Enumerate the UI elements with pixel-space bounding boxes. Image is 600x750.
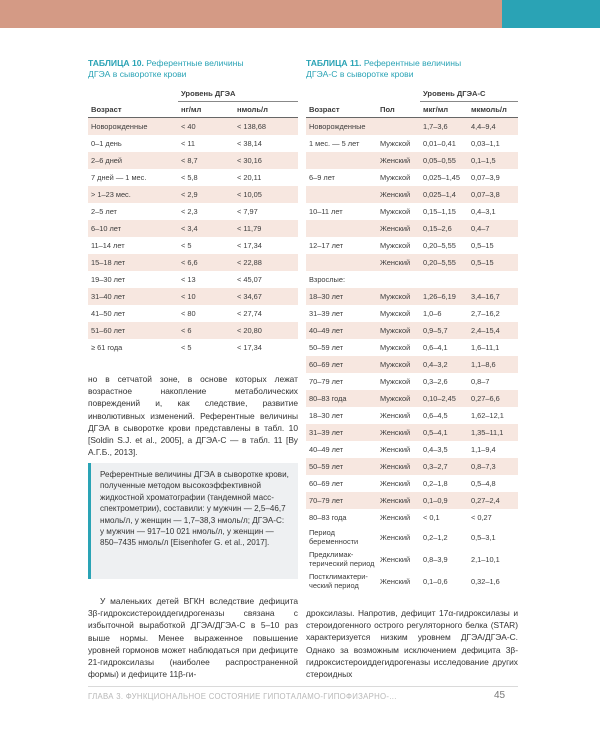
table10-cell: < 138,68 — [234, 118, 298, 136]
table11-cell: Женский — [380, 445, 411, 454]
table11-cell: 1,6–11,1 — [471, 343, 500, 352]
table11-row — [306, 186, 518, 203]
table11-cell: Женский — [377, 458, 420, 475]
table11-cell: 12–17 лет — [309, 241, 344, 250]
table10-cell: 15–18 лет — [88, 254, 178, 271]
table10-cell: < 6,6 — [178, 254, 234, 271]
table11-cell: Мужской — [380, 139, 411, 148]
table11-row — [306, 492, 518, 509]
table11-cell: 0,5–3,1 — [471, 532, 496, 542]
table10-group-header: Уровень ДГЭА — [178, 86, 298, 102]
table11-body — [306, 118, 518, 593]
table11-cell: 6–9 лет — [309, 173, 335, 182]
table11-cell: 0,1–0,9 — [420, 492, 468, 509]
table11-row — [306, 135, 518, 152]
table11-cell: 1,1–8,6 — [468, 356, 518, 373]
table10-cell: < 13 — [181, 275, 196, 284]
table10-cell: 0–1 день — [91, 139, 122, 148]
table10-row — [88, 288, 298, 305]
table11-cell: Женский — [380, 411, 411, 420]
table11-cell: Женский — [377, 152, 420, 169]
table11-cell: 31–39 лет — [306, 424, 377, 441]
table11-row — [306, 570, 518, 592]
table11-cell: 18–30 лет — [309, 411, 344, 420]
table11-cell: Предклимак-терический период — [309, 550, 375, 568]
table11-cell: 0,025–1,45 — [423, 173, 460, 182]
table10-cell: < 8,7 — [178, 152, 234, 169]
table10-cell: < 80 — [181, 309, 196, 318]
page-number: 45 — [494, 690, 506, 701]
table11-row — [306, 475, 518, 492]
table11-cell: 31–39 лет — [309, 309, 344, 318]
table11-row — [306, 305, 518, 322]
table11-group-header: Уровень ДГЭА-С — [420, 86, 518, 102]
table11-row — [306, 254, 518, 271]
table10-cell: < 45,07 — [237, 275, 262, 284]
table11-cell: Мужской — [377, 390, 420, 407]
table10-cell: < 20,80 — [234, 322, 298, 339]
quote-text: Референтные величины ДГЭА в сыворотке крови, полученные методом высокоэффективной жидкостной хроматографии (тандемной масс-спектрометрии), составили: у мужчин — 2,5–46,7 нмоль/л, у женщин — 1,7–38,3 нмоль/л; ДГЭА-С: у мужчин — 917–10 021 нмоль/л, у женщин —850–7435 нмоль/л [Eisenhofer G. et al., 2017]. — [100, 470, 289, 548]
table11-cell: Новорожденные — [306, 118, 377, 136]
table11-cell: 1 мес. — 5 лет — [309, 139, 360, 148]
table11-cell — [377, 271, 420, 288]
table11-cell: 0,1–0,6 — [423, 576, 448, 586]
table11-row — [306, 424, 518, 441]
table11-cell: Женский — [377, 186, 420, 203]
table10-cell: < 34,67 — [234, 288, 298, 305]
table11-cell: < 0,1 — [423, 513, 440, 522]
table11-cell: Женский — [380, 479, 411, 488]
table10-row — [88, 186, 298, 203]
table11-cell: 0,3–2,7 — [420, 458, 468, 475]
table11-cell: 1,7–3,6 — [420, 118, 468, 136]
table11-cell — [306, 186, 377, 203]
table11-cell: Женский — [377, 220, 420, 237]
table11-cell: 2,1–10,1 — [471, 554, 500, 564]
table11-cell — [306, 220, 377, 237]
table11-row — [306, 548, 518, 570]
table10-col-nmol: нмоль/л — [234, 102, 298, 118]
table10-cell: < 11,79 — [234, 220, 298, 237]
paragraph-2: У маленьких детей ВГКН вследствие дефицита 3β-гидроксистероиддегидрогеназы связана с избыточной выработкой ДГЭА/ДГЭА-С в 5–10 раз выше нормы. Менее выраженное повышение уровней гормонов может наблюдаться при дефиците 21-гидроксилазы (наиболее распространенной формы) и дефиците 11β-ги- — [88, 596, 298, 680]
table10-row — [88, 203, 298, 220]
table11-cell: 2,4–15,4 — [468, 322, 518, 339]
table10-caption-line2: ДГЭА в сыворотке крови — [88, 69, 187, 79]
table11-cell: 70–79 лет — [309, 377, 344, 386]
table11-cell: Постклимактери-ческий период — [309, 572, 368, 590]
table11-cell: Женский — [380, 576, 411, 586]
table11-cell: Женский — [377, 424, 420, 441]
table11-row — [306, 526, 518, 548]
table10-caption — [88, 58, 244, 80]
table11-row — [306, 458, 518, 475]
table11-cell: Взрослые: — [309, 275, 346, 284]
table11-cell: 0,5–4,1 — [420, 424, 468, 441]
table10-cell: 51–60 лет — [88, 322, 178, 339]
table11-cell: 0,4–3,1 — [471, 207, 496, 216]
table11-cell: 18–30 лет — [306, 288, 377, 305]
table11-row — [306, 288, 518, 305]
table11-caption-label: ТАБЛИЦА 11. — [306, 58, 362, 68]
table10-row — [88, 237, 298, 254]
table11-row — [306, 220, 518, 237]
table11-cell: 0,5–15 — [471, 241, 494, 250]
table11-cell: Мужской — [377, 322, 420, 339]
table11-row — [306, 322, 518, 339]
table11-cell: 0,27–2,4 — [468, 492, 518, 509]
table11-row — [306, 390, 518, 407]
table10-cell: 6–10 лет — [88, 220, 178, 237]
table11-cell: 0,07–3,9 — [471, 173, 500, 182]
table11-cell: 10–11 лет — [309, 207, 343, 216]
table11-cell: 1,1–9,4 — [471, 445, 496, 454]
table11-cell: 1,0–6 — [423, 309, 442, 318]
table11-cell: 0,32–1,6 — [471, 576, 500, 586]
table11-cell: 0,05–0,55 — [420, 152, 468, 169]
table11-caption-text: Референтные величины — [363, 58, 462, 68]
table11-cell: 0,15–2,6 — [420, 220, 468, 237]
table10-cell: < 38,14 — [237, 139, 262, 148]
table11-row — [306, 441, 518, 458]
table10-cell: 2–5 лет — [91, 207, 117, 216]
table11-cell: 0,27–6,6 — [468, 390, 518, 407]
table11-cell: 0,4–3,5 — [423, 445, 448, 454]
table10-cell: 2–6 дней — [88, 152, 178, 169]
quote-box — [88, 463, 298, 579]
table10-cell: < 17,34 — [237, 241, 262, 250]
table11-caption-line2: ДГЭА-С в сыворотке крови — [306, 69, 414, 79]
table11-cell: Мужской — [380, 309, 411, 318]
table10-cell: > 1–23 мес. — [88, 186, 178, 203]
table11-caption — [306, 58, 461, 80]
table11-col-mcg: мкг/мл — [420, 102, 468, 118]
table11-row — [306, 339, 518, 356]
table11-cell: Мужской — [380, 173, 411, 182]
table10-cell: < 20,11 — [237, 173, 262, 182]
table10-cell: < 10,05 — [234, 186, 298, 203]
table11-cell: 0,2–1,8 — [423, 479, 448, 488]
table10-cell: 41–50 лет — [91, 309, 126, 318]
table11-cell: 0,8–7,3 — [468, 458, 518, 475]
table11-cell: 40–49 лет — [306, 322, 377, 339]
table11-cell — [377, 118, 420, 136]
table11-cell: Мужской — [380, 241, 411, 250]
table11-row — [306, 373, 518, 390]
table10-caption-text: Референтные величины — [146, 58, 244, 68]
table11-cell: 0,9–5,7 — [420, 322, 468, 339]
table10-cell: ≥ 61 года — [91, 343, 123, 352]
table11-cell — [306, 152, 377, 169]
table11-cell: 50–59 лет — [306, 458, 377, 475]
table11-cell: 0,4–7 — [468, 220, 518, 237]
table10-caption-label: ТАБЛИЦА 10. — [88, 58, 144, 68]
table10-cell: < 22,88 — [234, 254, 298, 271]
table11-cell: 0,03–1,1 — [471, 139, 500, 148]
table11-cell: Мужской — [380, 207, 411, 216]
table10-row — [88, 305, 298, 322]
table11-cell — [420, 271, 468, 288]
table10-cell: < 7,97 — [237, 207, 258, 216]
table11-cell: Женский — [377, 492, 420, 509]
table11-col-sex: Пол — [377, 102, 420, 118]
table11-cell: 0,5–15 — [468, 254, 518, 271]
table11-cell: Мужской — [377, 288, 420, 305]
table11-cell: 0,1–1,5 — [468, 152, 518, 169]
table10-body — [88, 118, 298, 357]
table11-cell: 0,10–2,45 — [420, 390, 468, 407]
table11-cell: 40–49 лет — [309, 445, 344, 454]
table11-row — [306, 407, 518, 424]
table10-cell: 7 дней — 1 мес. — [91, 173, 147, 182]
table10-col-age: Возраст — [88, 102, 178, 118]
table11-row — [306, 118, 518, 136]
table11-cell: 4,4–9,4 — [468, 118, 518, 136]
table10-cell: 11–14 лет — [91, 241, 125, 250]
table11-cell: 2,7–16,2 — [471, 309, 500, 318]
table11-cell: 1,26–6,19 — [420, 288, 468, 305]
table11-col-mcmol: мкмоль/л — [468, 102, 518, 118]
table10-cell: < 5 — [181, 343, 192, 352]
table11-row — [306, 509, 518, 526]
table10-cell: < 17,34 — [237, 343, 262, 352]
table11-row — [306, 152, 518, 169]
table11-col-age: Возраст — [306, 102, 377, 118]
top-banner-accent — [502, 0, 600, 28]
table10-row — [88, 271, 298, 288]
table11-cell: 3,4–16,7 — [468, 288, 518, 305]
table10-cell: < 40 — [178, 118, 234, 136]
table11-cell: 0,01–0,41 — [423, 139, 456, 148]
table10-cell: < 5,8 — [181, 173, 198, 182]
table10-cell: < 27,74 — [237, 309, 262, 318]
table11-cell: Мужской — [380, 343, 411, 352]
table11-cell: < 0,27 — [471, 513, 492, 522]
table10-row — [88, 220, 298, 237]
table11-row — [306, 237, 518, 254]
table11-cell: 0,5–4,8 — [471, 479, 496, 488]
table10-cell: < 2,9 — [178, 186, 234, 203]
footer-divider — [88, 686, 518, 687]
table11-cell — [306, 254, 377, 271]
table11-cell — [468, 271, 518, 288]
table11-row — [306, 169, 518, 186]
table10-cell: < 3,4 — [178, 220, 234, 237]
table10-row — [88, 339, 298, 356]
table11-cell: 0,4–3,2 — [420, 356, 468, 373]
table11-cell: Женский — [380, 532, 411, 542]
table10-cell: < 10 — [178, 288, 234, 305]
paragraph-1: но в сетчатой зоне, в основе которых лежат возрастное накопление метаболических повреждений и, как следствие, развитие инволютивных изменений. Референтные величины ДГЭА в сыворотке крови представлены в табл. 10 [Soldin S.J. et al., 2005], а ДГЭА-С — в табл. 11 [Ву А.Г.Б., 2013]. — [88, 374, 298, 458]
top-banner — [0, 0, 600, 28]
table11-cell: 60–69 лет — [306, 356, 377, 373]
table11-cell: 50–59 лет — [309, 343, 344, 352]
table11-cell: 0,2–1,2 — [423, 532, 448, 542]
running-footer: ГЛАВА 3. ФУНКЦИОНАЛЬНОЕ СОСТОЯНИЕ ГИПОТАЛАМО-ГИПОФИЗАРНО-... — [88, 692, 397, 701]
table10 — [88, 86, 298, 356]
table10-cell: 31–40 лет — [88, 288, 178, 305]
table11-cell: Женский — [380, 513, 411, 522]
table11-cell: 0,8–7 — [471, 377, 490, 386]
table10-cell: Новорожденные — [88, 118, 178, 136]
table11-cell: Женский — [377, 254, 420, 271]
paragraph-3: дроксилазы. Напротив, дефицит 17α-гидроксилазы и стероидогенного острого регуляторного белка (STAR) характеризуется низким уровнем ДГЭА/ДГЭА-С. Однако за возможным исключением дефицита 3β-гидроксистероиддегидрогеназы исследование других стероидных — [306, 608, 518, 680]
table11-cell: 70–79 лет — [306, 492, 377, 509]
table10-row — [88, 169, 298, 186]
table11-cell: 0,20–5,55 — [420, 254, 468, 271]
table10-row — [88, 254, 298, 271]
table10-cell: < 5 — [181, 241, 192, 250]
table11-cell: 0,07–3,8 — [468, 186, 518, 203]
table11-cell: Период беременности — [309, 528, 359, 546]
table11-cell: 1,35–11,1 — [468, 424, 518, 441]
table10-cell: < 11 — [181, 139, 196, 148]
table10-row — [88, 118, 298, 136]
table11-cell: 0,8–3,9 — [423, 554, 448, 564]
table11-cell: 0,20–5,55 — [423, 241, 456, 250]
table10-cell: < 30,16 — [234, 152, 298, 169]
table11-row — [306, 271, 518, 288]
table10-row — [88, 322, 298, 339]
table11-cell: 80–83 года — [306, 390, 377, 407]
table11-cell: 0,15–1,15 — [423, 207, 456, 216]
table11-row — [306, 356, 518, 373]
table10-cell: < 2,3 — [181, 207, 198, 216]
table10-col-ng: нг/мл — [178, 102, 234, 118]
table11-cell: 0,025–1,4 — [420, 186, 468, 203]
table11-cell: 80–83 года — [309, 513, 347, 522]
table11-cell: 0,6–4,1 — [423, 343, 448, 352]
table10-row — [88, 152, 298, 169]
table11-cell: 60–69 лет — [309, 479, 344, 488]
table11-cell: Мужской — [377, 356, 420, 373]
table11-row — [306, 203, 518, 220]
table11 — [306, 86, 518, 592]
table10-cell: < 6 — [178, 322, 234, 339]
table10-cell: 19–30 лет — [91, 275, 126, 284]
table11-cell: 1,62–12,1 — [471, 411, 504, 420]
table11-cell: Мужской — [380, 377, 411, 386]
table10-row — [88, 135, 298, 152]
table11-cell: 0,6–4,5 — [423, 411, 448, 420]
table11-cell: Женский — [380, 554, 411, 564]
table11-cell: 0,3–2,6 — [423, 377, 448, 386]
